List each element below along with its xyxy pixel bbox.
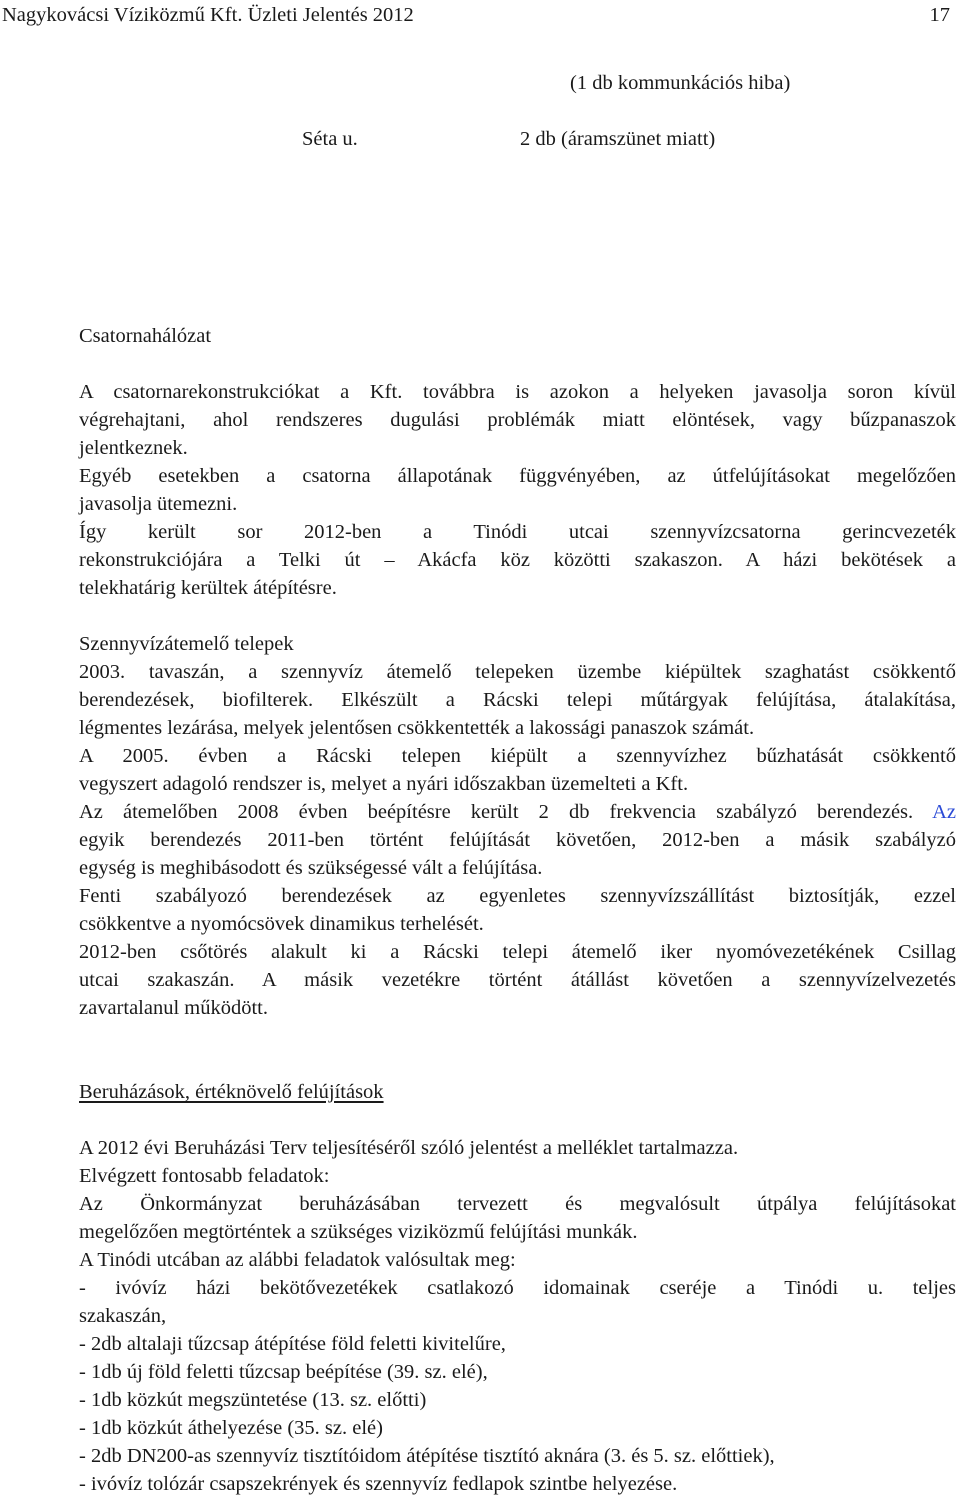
pumping-paragraph-2 — [79, 742, 956, 798]
page-header — [0, 4, 960, 30]
text-line: légmentes lezárása, melyek jelentősen csökkentették a lakossági panaszok számát. — [79, 717, 755, 739]
text-line: vegyszert adagoló rendszer is, melyet a nyári időszakban üzemelteti a Kft. — [79, 773, 689, 795]
list-item: - ivóvíz házi bekötővezetékek csatlakozó idomainak cseréje a Tinódi u. teljes — [79, 1277, 956, 1299]
section-heading-pumping-stations: Szennyvízátemelő telepek — [79, 633, 294, 655]
table-cell-outage-power: 2 db (áramszünet miatt) — [520, 128, 716, 150]
sewer-paragraph-1 — [79, 378, 956, 462]
table-cell-outage-comm: (1 db kommunkációs hiba) — [570, 72, 791, 94]
text-line: megelőzően megtörténtek a szükséges viziközmű felújítási munkák. — [79, 1221, 638, 1243]
text-line: Egyéb esetekben a csatorna állapotának függvényében, az útfelújításokat megelőzően — [79, 465, 956, 487]
text-line: berendezések, biofilterek. Elkészült a Rácski telepi műtárgyak felújítása, átalakítása, — [79, 689, 956, 711]
list-item: - ivóvíz tolózár csapszekrények és szennyvíz fedlapok szintbe helyezése. — [79, 1473, 678, 1495]
text-line: végrehajtani, ahol rendszeres dugulási problémák miatt elöntések, vagy bűzpanaszok — [79, 409, 956, 431]
text-line: Az Önkormányzat beruházásában tervezett és megvalósult útpálya felújításokat — [79, 1193, 956, 1215]
tinodi-intro: A Tinódi utcában az alábbi feladatok valósultak meg: — [79, 1249, 516, 1271]
section-heading-investments — [79, 1078, 956, 1106]
text-line: telekhatárig kerültek átépítésre. — [79, 577, 337, 599]
sewer-paragraph-3 — [79, 518, 956, 602]
text-line: A csatornarekonstrukciókat a Kft. továbbra is azokon a helyeken javasolja soron kívül — [79, 381, 956, 403]
text-line — [79, 798, 956, 826]
investments-intro: A 2012 évi Beruházási Terv teljesítéséről szóló jelentést a melléklet tartalmazza. — [79, 1137, 739, 1159]
text-line: Így került sor 2012-ben a Tinódi utcai szennyvízcsatorna gerincvezeték — [79, 521, 956, 543]
section-heading-sewer-network: Csatornahálózat — [79, 325, 212, 347]
text-line: egység is meghibásodott és szükségessé vált a felújítása. — [79, 857, 543, 879]
text-line: egyik berendezés 2011-ben történt felújítását követően, 2012-ben a másik szabályzó — [79, 829, 956, 851]
list-item: - 2db altalaji tűzcsap átépítése föld feletti kivitelűre, — [79, 1333, 506, 1355]
text-fragment: Az átemelőben 2008 évben beépítésre került 2 db frekvencia szabályzó berendezés. — [79, 801, 914, 823]
text-line: utcai szakaszán. A másik vezetékre történt átállást követően a szennyvízelvezetés — [79, 969, 956, 991]
pumping-paragraph-3 — [79, 798, 956, 882]
list-item: - 1db új föld feletti tűzcsap beépítése (39. sz. elé), — [79, 1361, 488, 1383]
text-line: csökkentve a nyomócsövek dinamikus terhelését. — [79, 913, 484, 935]
list-item: - 1db közkút áthelyezése (35. sz. elé) — [79, 1417, 383, 1439]
header-title: Nagykovácsi Víziközmű Kft. Üzleti Jelentés 2012 — [2, 4, 414, 26]
highlighted-word: Az — [932, 801, 956, 823]
heading-text: Beruházások, értéknövelő felújítások — [79, 1081, 384, 1103]
list-item: - 2db DN200-as szennyvíz tisztítóidom átépítése tisztító aknára (3. és 5. sz. előttiek), — [79, 1445, 775, 1467]
list-item: szakaszán, — [79, 1305, 167, 1327]
municipality-paragraph — [79, 1190, 956, 1246]
list-item: - 1db közkút megszüntetése (13. sz. előtti) — [79, 1389, 427, 1411]
table-cell-street: Séta u. — [302, 128, 358, 150]
text-line: jelentkeznek. — [79, 437, 188, 459]
pumping-paragraph-1 — [79, 658, 956, 742]
pumping-paragraph-5 — [79, 938, 956, 1022]
text-line: Fenti szabályozó berendezések az egyenletes szennyvízszállítást biztosítják, ezzel — [79, 885, 956, 907]
sewer-paragraph-2 — [79, 462, 956, 518]
text-line: A 2005. évben a Rácski telepen kiépült a szennyvízhez bűzhatását csökkentő — [79, 745, 956, 767]
page-number: 17 — [929, 4, 950, 26]
pumping-paragraph-4 — [79, 882, 956, 938]
text-line: zavartalanul működött. — [79, 997, 268, 1019]
text-line: 2003. tavaszán, a szennyvíz átemelő telepeken üzembe kiépültek szaghatást csökkentő — [79, 661, 956, 683]
completed-tasks-label: Elvégzett fontosabb feladatok: — [79, 1165, 330, 1187]
text-line: rekonstrukciójára a Telki út – Akácfa köz közötti szakaszon. A házi bekötések a — [79, 549, 956, 571]
text-line: javasolja ütemezni. — [79, 493, 238, 515]
text-line: 2012-ben csőtörés alakult ki a Rácski telepi átemelő iker nyomóvezetékének Csillag — [79, 941, 956, 963]
task-list — [79, 1274, 956, 1498]
